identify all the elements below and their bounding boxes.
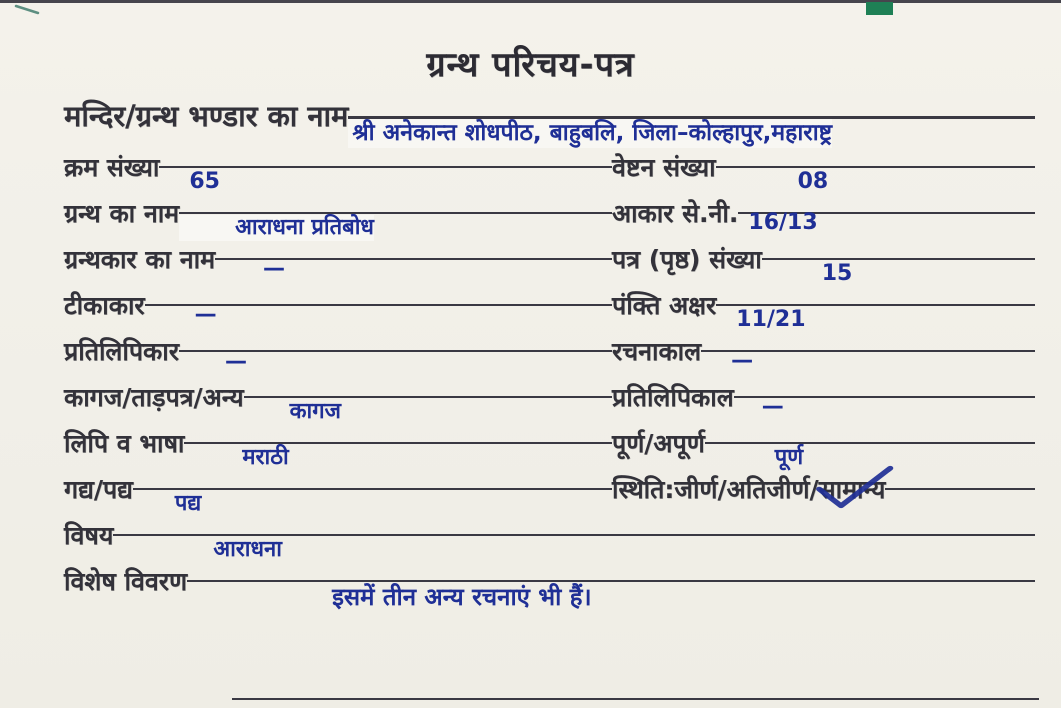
field-label: मन्दिर/ग्रन्थ भण्डार का नाम <box>64 99 349 133</box>
field-rachnakal <box>612 336 1035 382</box>
field-kram-sankhya <box>64 152 612 198</box>
rule-line <box>113 534 1035 566</box>
rule-line <box>705 442 1035 474</box>
field-label: वेष्टन संख्या <box>612 152 716 182</box>
field-label: विशेष विवरण <box>64 566 188 596</box>
field-value: 16/13 <box>748 209 818 235</box>
corner-scan-mark-icon <box>14 3 42 15</box>
field-value: पूर्ण <box>774 444 804 470</box>
field-label: क्रम संख्या <box>64 152 160 182</box>
full-width-fields <box>64 520 1035 612</box>
page-title: ग्रन्थ परिचय-पत्र <box>426 45 635 85</box>
field-tikakar <box>64 290 612 336</box>
field-value: 11/21 <box>736 306 806 332</box>
fields-grid <box>64 152 1035 520</box>
rule-line <box>244 396 612 428</box>
field-lipi-bhasha <box>64 428 612 474</box>
field-value: — <box>194 301 217 327</box>
field-label: टीकाकार <box>64 290 145 320</box>
field-label: विषय <box>64 520 114 550</box>
field-pankti-akshar <box>612 290 1035 336</box>
rule-line <box>187 580 1035 612</box>
rule-line <box>762 258 1035 290</box>
field-value: कागज <box>289 398 341 424</box>
field-patra-sankhya <box>612 244 1035 290</box>
header-field <box>64 100 1035 148</box>
field-label: प्रतिलिपिकाल <box>612 382 734 412</box>
field-label: पंक्ति अक्षर <box>612 290 717 320</box>
rule-line <box>179 212 612 244</box>
field-pratilipikaal <box>612 382 1035 428</box>
field-value: — <box>761 393 784 419</box>
rule-line <box>716 166 1035 198</box>
field-aakar-cm <box>612 198 1035 244</box>
field-label: लिपि व भाषा <box>64 428 185 458</box>
field-label: पूर्ण/अपूर्ण <box>612 428 705 458</box>
field-granthkar-ka-naam <box>64 244 612 290</box>
field-granth-ka-naam <box>64 198 612 244</box>
rule-line <box>145 301 612 336</box>
field-label: रचनाकाल <box>612 336 702 366</box>
field-veshtan-sankhya <box>612 152 1035 198</box>
field-value: 08 <box>797 168 829 194</box>
field-label: कागज/ताड़पत्र/अन्य <box>64 382 244 412</box>
field-kagaj-tadpatra <box>64 382 612 428</box>
field-label <box>612 474 885 520</box>
field-value: — <box>263 255 286 281</box>
rule-line <box>215 255 612 290</box>
field-label: पत्र (पृष्ठ) संख्या <box>612 244 762 274</box>
rule-line <box>184 442 612 474</box>
field-label: ग्रन्थकार का नाम <box>64 244 216 274</box>
field-label: प्रतिलिपिकार <box>64 336 179 366</box>
rule-line <box>716 304 1035 336</box>
field-label: ग्रन्थ का नाम <box>64 198 180 228</box>
field-value: श्री अनेकान्त शोधपीठ, बाहुबलि, जिला–कोल्हापुर,महाराष्ट्र <box>348 119 832 148</box>
rule-line <box>738 209 1035 244</box>
checked-option-label: सामान्य <box>818 474 886 504</box>
corner-green-mark <box>866 2 893 15</box>
field-label: गद्य/पद्य <box>64 474 133 504</box>
field-value: पद्य <box>174 490 202 516</box>
field-value: 15 <box>821 260 853 286</box>
field-label-prefix: स्थिति:जीर्ण/अतिजीर्ण/ <box>612 474 819 504</box>
field-sthiti <box>612 474 1035 520</box>
field-vishay <box>64 520 1035 566</box>
field-value: आराधना प्रतिबोध <box>179 215 374 241</box>
rule-line <box>885 488 1035 520</box>
field-value: 65 <box>189 168 220 194</box>
field-label: आकार से.नी. <box>612 198 739 228</box>
rule-line <box>179 350 612 382</box>
field-value: — <box>731 347 754 373</box>
field-value: आराधना <box>213 536 282 562</box>
blank-rule-line <box>232 698 1039 700</box>
checked-option <box>819 474 886 505</box>
field-value: — <box>224 348 247 374</box>
field-value: मराठी <box>242 444 289 470</box>
field-purn-apurn <box>612 428 1035 474</box>
scan-top-border <box>0 0 1061 3</box>
field-gadya-padya <box>64 474 612 520</box>
rule-line <box>734 393 1035 428</box>
rule-line <box>133 488 612 520</box>
rule-line <box>348 116 1035 148</box>
field-vishesh-vivaran <box>64 566 1035 612</box>
field-value: इसमें तीन अन्य रचनाएं भी हैं। <box>332 582 592 611</box>
rule-line <box>701 347 1035 382</box>
field-pratilipikar <box>64 336 612 382</box>
form-body <box>0 100 1061 612</box>
rule-line <box>159 166 612 198</box>
